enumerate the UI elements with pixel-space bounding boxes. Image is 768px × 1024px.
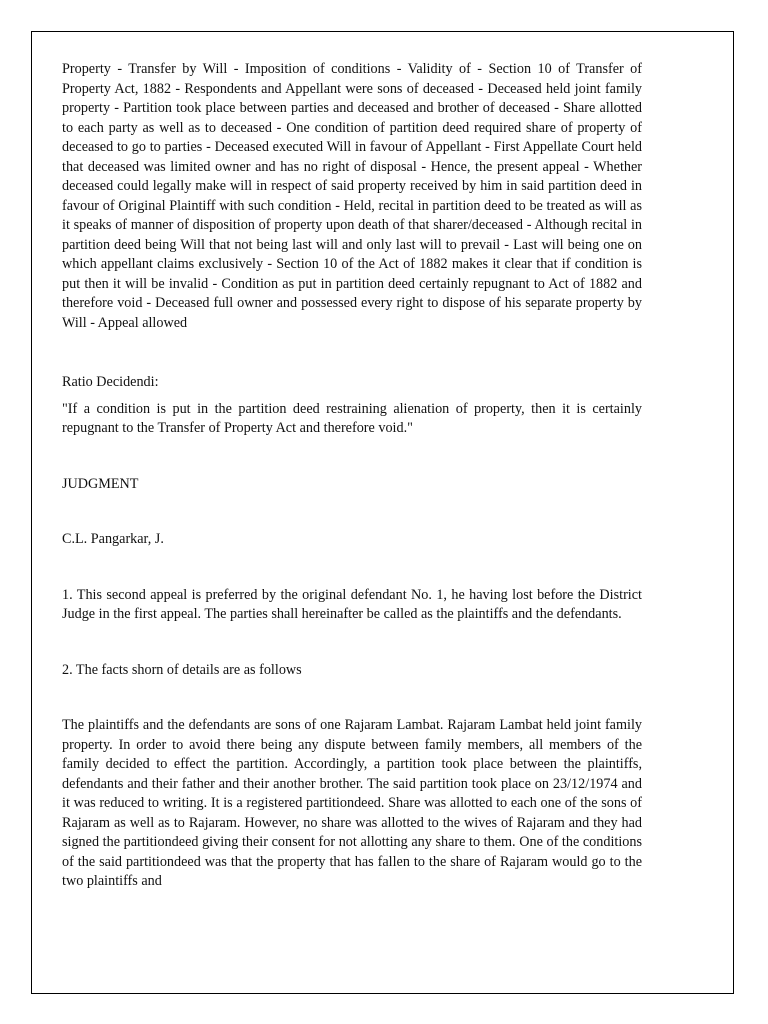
paragraph-1: 1. This second appeal is preferred by the original defendant No. 1, he having lost before the District Judge in the first appeal. The parties shall hereinafter be called as the plaintiffs and the defendants. bbox=[62, 586, 642, 622]
judgment-heading: JUDGMENT bbox=[62, 475, 139, 492]
paragraph-2: 2. The facts shorn of details are as follows bbox=[62, 661, 302, 678]
document-body bbox=[62, 60, 642, 892]
facts-paragraph: The plaintiffs and the defendants are sons of one Rajaram Lambat. Rajaram Lambat held joint family property. In order to avoid there being any dispute between family members, all members of the family decided to effect the partition. Accordingly, a partition took place between the plaintiffs, defendants and their father and their another brother. The said partition took place on 23/12/1974 and it was reduced to writing. It is a registered partitiondeed. Share was allotted to each one of the sons of Rajaram as well as to Rajaram. However, no share was allotted to the wives of Rajaram and they had signed the partitiondeed giving their consent for not allotting any share to them. One of the conditions of the said partitiondeed was that the property that has fallen to the share of Rajaram would go to the two plaintiffs and bbox=[62, 717, 642, 889]
ratio-decidendi-quote: "If a condition is put in the partition deed restraining alienation of property, then it is certainly repugnant to the Transfer of Property Act and therefore void." bbox=[62, 400, 642, 436]
judge-name: C.L. Pangarkar, J. bbox=[62, 531, 164, 547]
ratio-decidendi-label: Ratio Decidendi: bbox=[62, 374, 159, 390]
headnote-paragraph: Property - Transfer by Will - Imposition of conditions - Validity of - Section 10 of Transfer of Property Act, 1882 - Respondents and Appellant were sons of deceased - Deceased held joint family property - Partition took place between parties and deceased and brother of deceased - Share allotted to each party as well as to deceased - One condition of partition deed required share of property of deceased to go to parties - Deceased executed Will in favour of Appellant - First Appellate Court held that deceased was limited owner and has no right of disposal - Hence, the present appeal - Whether deceased could legally make will in respect of said property received by him in said partition deed in favour of Original Plaintiff with such condition - Held, recital in partition deed to be treated as will as it speaks of manner of disposition of property upon death of that sharer/deceased - Although recital in partition deed being Will that not being last will and only last will to prevail - Last will being one on which appellant claims exclusively - Section 10 of the Act of 1882 makes it clear that if condition is put then it will be invalid - Condition as put in partition deed certainly repugnant to Act of 1882 and therefore void - Deceased full owner and possessed every right to dispose of his separate property by Will - Appeal allowed bbox=[62, 61, 642, 331]
